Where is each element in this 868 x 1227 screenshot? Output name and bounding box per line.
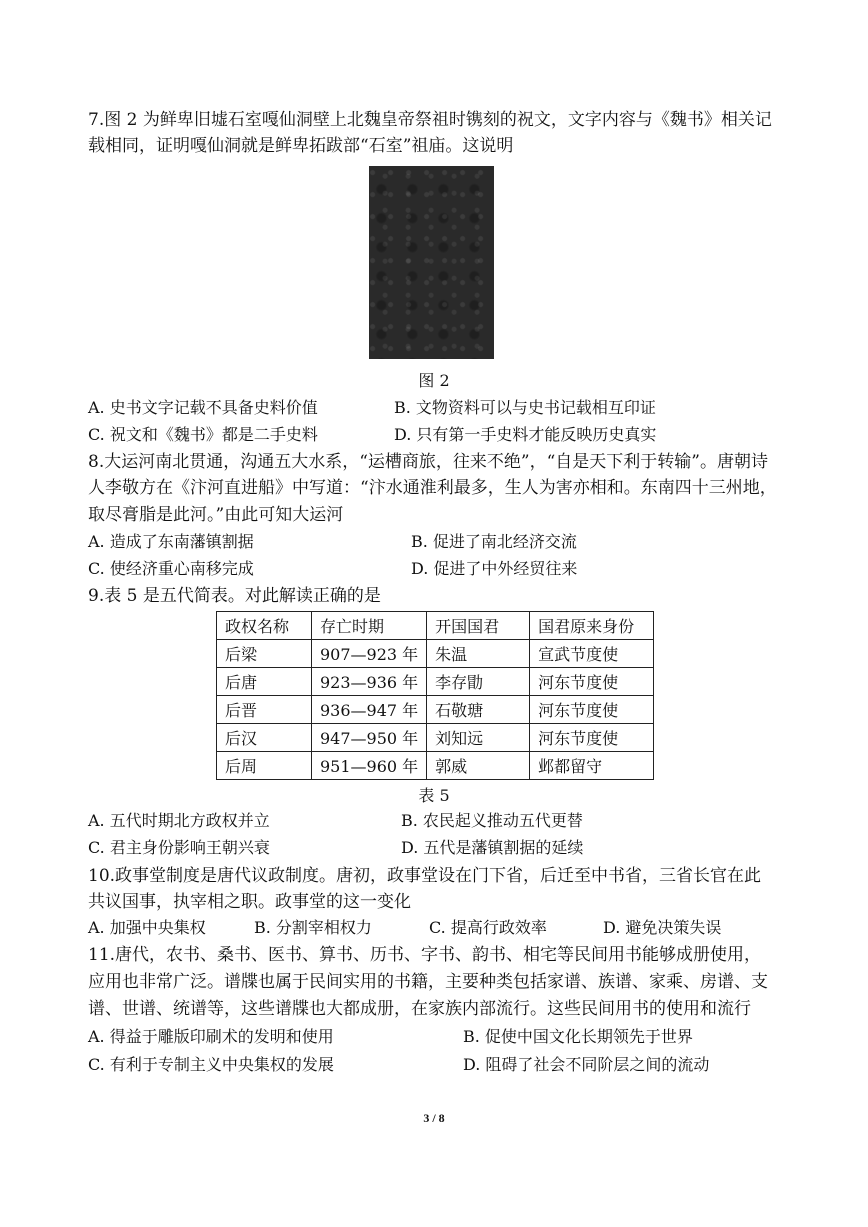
table-cell: 宣武节度使 (530, 640, 654, 668)
table-cell: 947—950 年 (312, 724, 427, 752)
table-row (217, 640, 654, 668)
q7-option-c[interactable]: C. 祝文和《魏书》都是二手史料 (88, 425, 318, 444)
q10-option-a[interactable]: A. 加强中央集权 (88, 918, 206, 937)
q9-option-a[interactable]: A. 五代时期北方政权并立 (88, 811, 270, 830)
table-cell: 朱温 (427, 640, 530, 668)
q7-option-d[interactable]: D. 只有第一手史料才能反映历史真实 (394, 425, 657, 444)
q7-option-b[interactable]: B. 文物资料可以与史书记载相互印证 (394, 398, 656, 417)
table-row (217, 696, 654, 724)
q11-option-c[interactable]: C. 有利于专制主义中央集权的发展 (88, 1055, 334, 1074)
table-cell: 河东节度使 (530, 668, 654, 696)
q11-option-b[interactable]: B. 促使中国文化长期领先于世界 (463, 1027, 693, 1046)
table-cell: 河东节度使 (530, 696, 654, 724)
stone-inscription-image (369, 166, 494, 359)
figure-2-caption: 图 2 (418, 371, 450, 390)
table-cell: 邺都留守 (530, 752, 654, 780)
table-header-row (217, 612, 654, 640)
q11-option-d[interactable]: D. 阻碍了社会不同阶层之间的流动 (463, 1055, 710, 1074)
q10-option-d[interactable]: D. 避免决策失误 (603, 918, 722, 937)
q9-option-c[interactable]: C. 君主身份影响王朝兴衰 (88, 838, 270, 857)
table-cell: 951—960 年 (312, 752, 427, 780)
q11-stem-line-2: 应用也非常广泛。谱牒也属于民间实用的书籍，主要种类包括家谱、族谱、家乘、房谱、支 (88, 972, 768, 992)
q9-stem-line-1: 9.表 5 是五代简表。对此解读正确的是 (88, 586, 381, 606)
table-cell: 后周 (217, 752, 312, 780)
table-row (217, 668, 654, 696)
q10-stem-line-1: 10.政事堂制度是唐代议政制度。唐初，政事堂设在门下省，后迁至中书省，三省长官在此 (88, 866, 762, 886)
table-row (217, 752, 654, 780)
table-cell: 郭威 (427, 752, 530, 780)
q9-option-b[interactable]: B. 农民起义推动五代更替 (401, 811, 583, 830)
table-header-cell: 政权名称 (217, 612, 312, 640)
table-cell: 后汉 (217, 724, 312, 752)
table-header-cell: 开国国君 (427, 612, 530, 640)
table-cell: 河东节度使 (530, 724, 654, 752)
table-header-cell: 国君原来身份 (530, 612, 654, 640)
q8-option-a[interactable]: A. 造成了东南藩镇割据 (88, 532, 254, 551)
q8-option-b[interactable]: B. 促进了南北经济交流 (411, 532, 577, 551)
q8-stem-line-2: 人李敬方在《汴河直进船》中写道：“汴水通淮利最多，生人为害亦相和。东南四十三州地， (88, 478, 777, 498)
table-cell: 石敬瑭 (427, 696, 530, 724)
table-cell: 后唐 (217, 668, 312, 696)
table-header-cell: 存亡时期 (312, 612, 427, 640)
table-cell: 后晋 (217, 696, 312, 724)
q10-option-b[interactable]: B. 分割宰相权力 (254, 918, 372, 937)
q11-stem-line-1: 11.唐代，农书、桑书、医书、算书、历书、字书、韵书、相宅等民间用书能够成册使用， (88, 945, 762, 965)
q11-stem-line-3: 谱、世谱、统谱等，这些谱牒也大都成册，在家族内部流行。这些民间用书的使用和流行 (88, 999, 751, 1019)
q10-option-c[interactable]: C. 提高行政效率 (429, 918, 547, 937)
q9-option-d[interactable]: D. 五代是藩镇割据的延续 (401, 838, 584, 857)
table-cell: 923—936 年 (312, 668, 427, 696)
q8-option-c[interactable]: C. 使经济重心南移完成 (88, 559, 254, 578)
q7-stem-line-1: 7.图 2 为鲜卑旧墟石室嘎仙洞壁上北魏皇帝祭祖时镌刻的祝文，文字内容与《魏书》相关记 (88, 110, 772, 130)
table-cell: 907—923 年 (312, 640, 427, 668)
table-row (217, 724, 654, 752)
table-5-caption: 表 5 (418, 786, 450, 805)
q8-stem-line-3: 取尽膏脂是此河。”由此可知大运河 (88, 505, 344, 525)
q7-stem-line-2: 载相同，证明嘎仙洞就是鲜卑拓跋部“石室”祖庙。这说明 (88, 136, 514, 156)
q10-stem-line-2: 共议国事，执宰相之职。政事堂的这一变化 (88, 892, 411, 912)
q8-option-d[interactable]: D. 促进了中外经贸往来 (411, 559, 578, 578)
q11-option-a[interactable]: A. 得益于雕版印刷术的发明和使用 (88, 1027, 334, 1046)
table-cell: 936—947 年 (312, 696, 427, 724)
five-dynasties-table (216, 611, 654, 780)
table-cell: 刘知远 (427, 724, 530, 752)
q8-stem-line-1: 8.大运河南北贯通，沟通五大水系，“运槽商旅，往来不绝”，“自是天下利于转输”。唐朝诗 (88, 452, 768, 472)
q7-option-a[interactable]: A. 史书文字记载不具备史料价值 (88, 398, 318, 417)
page-number: 3 / 8 (423, 1111, 445, 1125)
table-cell: 李存勖 (427, 668, 530, 696)
table-cell: 后梁 (217, 640, 312, 668)
